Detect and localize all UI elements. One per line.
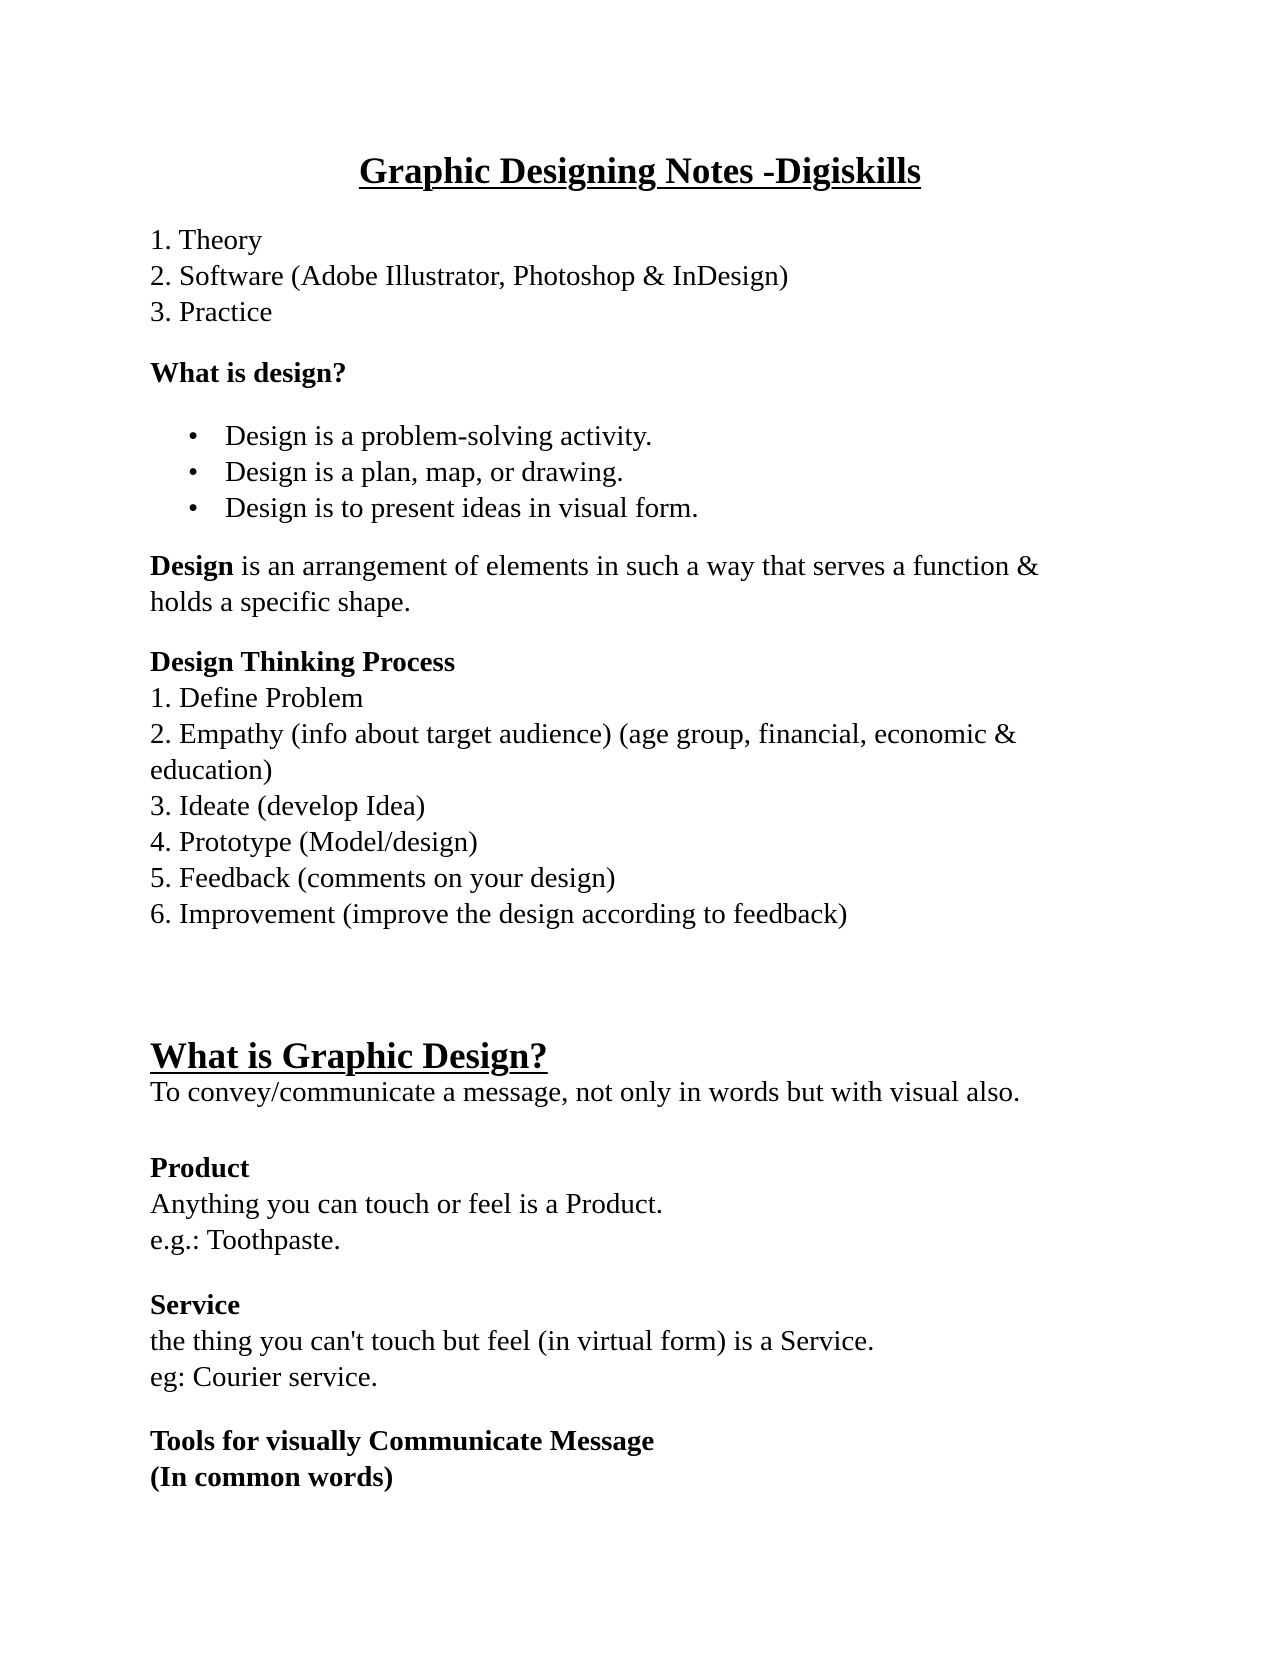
tools-section [150,1423,1150,1495]
bullet-text: Design is a plan, map, or drawing. [225,456,624,488]
graphic-design-text: To convey/communicate a message, not only in words but with visual also. [150,1076,1021,1108]
definition-line: holds a specific shape. [150,586,411,618]
tools-subheading: (In common words) [150,1461,394,1493]
definition-term: Design [150,550,234,582]
outline-item: 3. Practice [150,296,273,328]
product-section [150,1150,1150,1258]
design-bullet-list [150,418,1150,526]
bullet-text: Design is a problem-solving activity. [225,420,653,452]
definition-text: is an arrangement of elements in such a way that serves a function & [233,550,1040,582]
list-item: education) [150,754,273,786]
tools-heading: Tools for visually Communicate Message [150,1425,655,1457]
page-title: Graphic Designing Notes -Digiskills [358,151,922,192]
list-item [150,490,1150,526]
definition-line [150,548,1150,584]
bullet-icon: • [188,492,199,524]
design-definition [150,548,1150,620]
product-heading: Product [150,1152,250,1184]
list-item: 6. Improvement (improve the design according to feedback) [150,898,848,930]
service-heading: Service [150,1289,241,1321]
list-item [150,454,1150,490]
graphic-design-heading: What is Graphic Design? [150,1036,548,1077]
list-item: 5. Feedback (comments on your design) [150,862,616,894]
design-thinking-heading: Design Thinking Process [150,646,456,678]
bullet-icon: • [188,420,199,452]
service-section [150,1287,1150,1395]
product-text: Anything you can touch or feel is a Product. [150,1188,664,1220]
service-text: the thing you can't touch but feel (in virtual form) is a Service. [150,1325,875,1357]
list-item [150,418,1150,454]
outline-list [150,222,1150,330]
bullet-icon: • [188,456,199,488]
design-thinking-section [150,644,1150,932]
service-example: eg: Courier service. [150,1361,378,1393]
list-item: 2. Empathy (info about target audience) (age group, financial, economic & [150,718,1017,750]
outline-item: 2. Software (Adobe Illustrator, Photoshop & InDesign) [150,260,789,292]
outline-item: 1. Theory [150,224,263,256]
what-is-design-heading: What is design? [150,357,347,389]
bullet-text: Design is to present ideas in visual form. [225,492,699,524]
list-item: 4. Prototype (Model/design) [150,826,478,858]
list-item: 3. Ideate (develop Idea) [150,790,426,822]
product-example: e.g.: Toothpaste. [150,1224,341,1256]
graphic-design-section [150,1035,1150,1110]
list-item: 1. Define Problem [150,682,364,714]
